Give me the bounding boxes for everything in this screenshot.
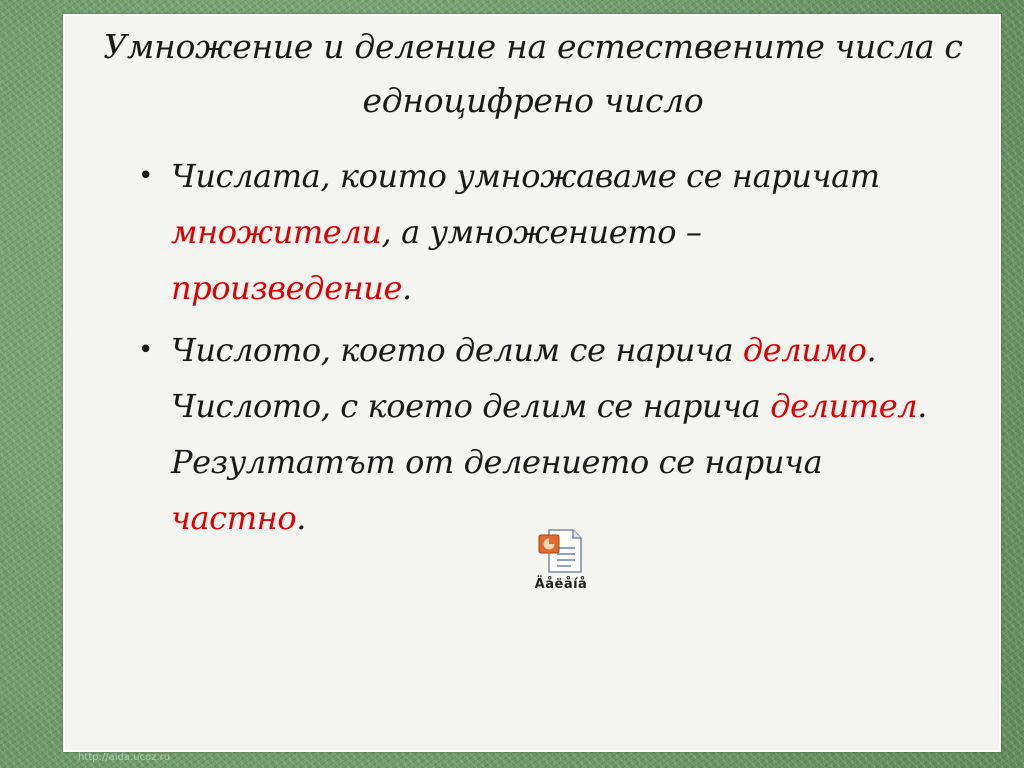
bullet-2-lead-1: Числото, което делим се нарича xyxy=(171,331,743,369)
slide xyxy=(63,14,1001,752)
bullet-list xyxy=(138,148,928,546)
term-dividend: делимо xyxy=(742,331,867,369)
bullet-division xyxy=(138,322,928,546)
bullet-1-text: Числата, които умножаваме се наричат xyxy=(171,157,880,195)
watermark-url: http://aida.ucoz.ru xyxy=(78,752,171,763)
bullet-2-lead-3: Резултатът от делението се нарича xyxy=(171,443,823,481)
bullet-2-lead-2: Числото, с което делим се нарича xyxy=(171,387,771,425)
bullet-2-after-3: . xyxy=(296,499,306,537)
title-line-1: Умножение и деление на естествените числа с xyxy=(103,27,963,66)
powerpoint-document-icon xyxy=(535,527,587,575)
bullet-multiplication xyxy=(138,148,928,316)
embedded-presentation-object[interactable] xyxy=(519,527,603,592)
term-multipliers: множители xyxy=(171,213,382,251)
embedded-object-label: Äåëåíå xyxy=(534,577,588,592)
bullet-2-after-1: . xyxy=(866,331,877,369)
title-line-2: едноцифрено число xyxy=(362,81,704,120)
term-product: произведение xyxy=(171,269,403,307)
bullet-dot: • xyxy=(138,335,153,365)
slide-title xyxy=(93,20,973,128)
bullet-dot: • xyxy=(138,161,153,191)
bullet-1-middle: , а умножението – xyxy=(381,213,702,251)
bullet-1-end: . xyxy=(402,269,412,307)
bullet-2-after-2: . xyxy=(917,387,928,425)
term-quotient: частно xyxy=(171,499,297,537)
term-divisor: делител xyxy=(770,387,918,425)
